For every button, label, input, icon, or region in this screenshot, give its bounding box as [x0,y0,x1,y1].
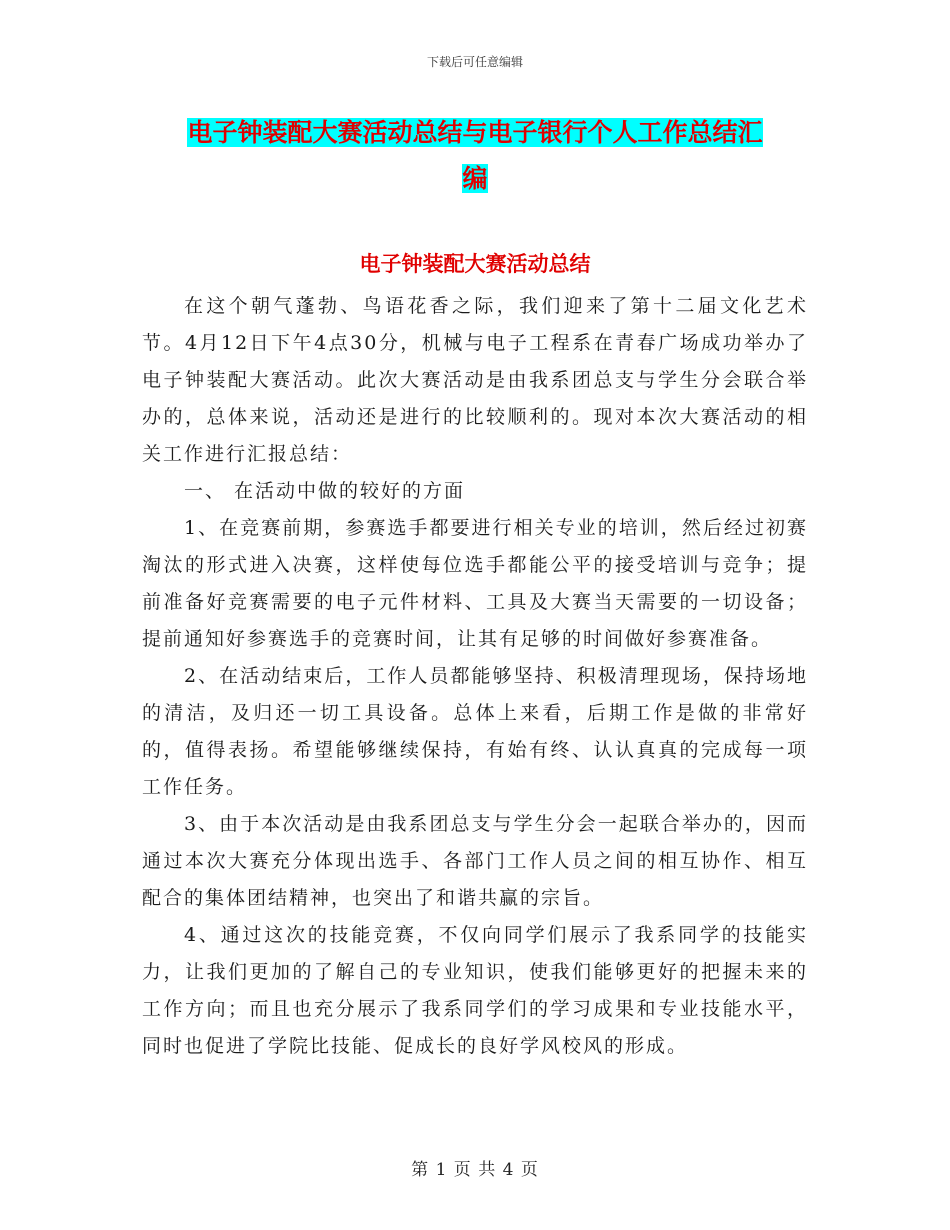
paragraph-item-1: 1、在竞赛前期，参赛选手都要进行相关专业的培训，然后经过初赛淘汰的形式进入决赛，这样使每位选手都能公平的接受培训与竞争；提前准备好竞赛需要的电子元件材料、工具及大赛当天需要的一切设备；提前通知好参赛选手的竞赛时间，让其有足够的时间做好参赛准备。 [142,517,808,650]
intro-paragraph: 在这个朝气蓬勃、鸟语花香之际，我们迎来了第十二届文化艺术节。4月12日下午4点30分，机械与电子工程系在青春广场成功举办了电子钟装配大赛活动。此次大赛活动是由我系团总支与学生分会联合举办的，总体来说，活动还是进行的比较顺利的。现对本次大赛活动的相关工作进行汇报总结： [142,295,808,465]
section-heading-good-aspects: 一、 在活动中做的较好的方面 [184,480,466,502]
header-note: 下载后可任意编辑 [426,55,523,69]
paragraph-item-4: 4、通过这次的技能竞赛，不仅向同学们展示了我系同学的技能实力，让我们更加的了解自己的专业知识，使我们能够更好的把握未来的工作方向；而且也充分展示了我系同学们的学习成果和专业技能水平，同时也促进了学院比技能、促成长的良好学风校风的形成。 [142,924,808,1057]
document-body [142,288,808,1065]
document-title-line-2: 编 [462,164,488,193]
document-title-line-1: 电子钟装配大赛活动总结与电子银行个人工作总结汇 [187,118,763,147]
document-title [140,110,810,202]
section-title: 电子钟装配大赛活动总结 [359,252,591,276]
paragraph-item-3: 3、由于本次活动是由我系团总支与学生分会一起联合举办的，因而通过本次大赛充分体现出选手、各部门工作人员之间的相互协作、相互配合的集体团结精神，也突出了和谐共赢的宗旨。 [142,813,808,909]
paragraph-item-2: 2、在活动结束后，工作人员都能够坚持、积极清理现场，保持场地的清洁，及归还一切工具设备。总体上来看，后期工作是做的非常好的，值得表扬。希望能够继续保持，有始有终、认认真真的完成每一项工作任务。 [142,665,808,798]
page-indicator: 第 1 页 共 4 页 [411,1160,539,1180]
